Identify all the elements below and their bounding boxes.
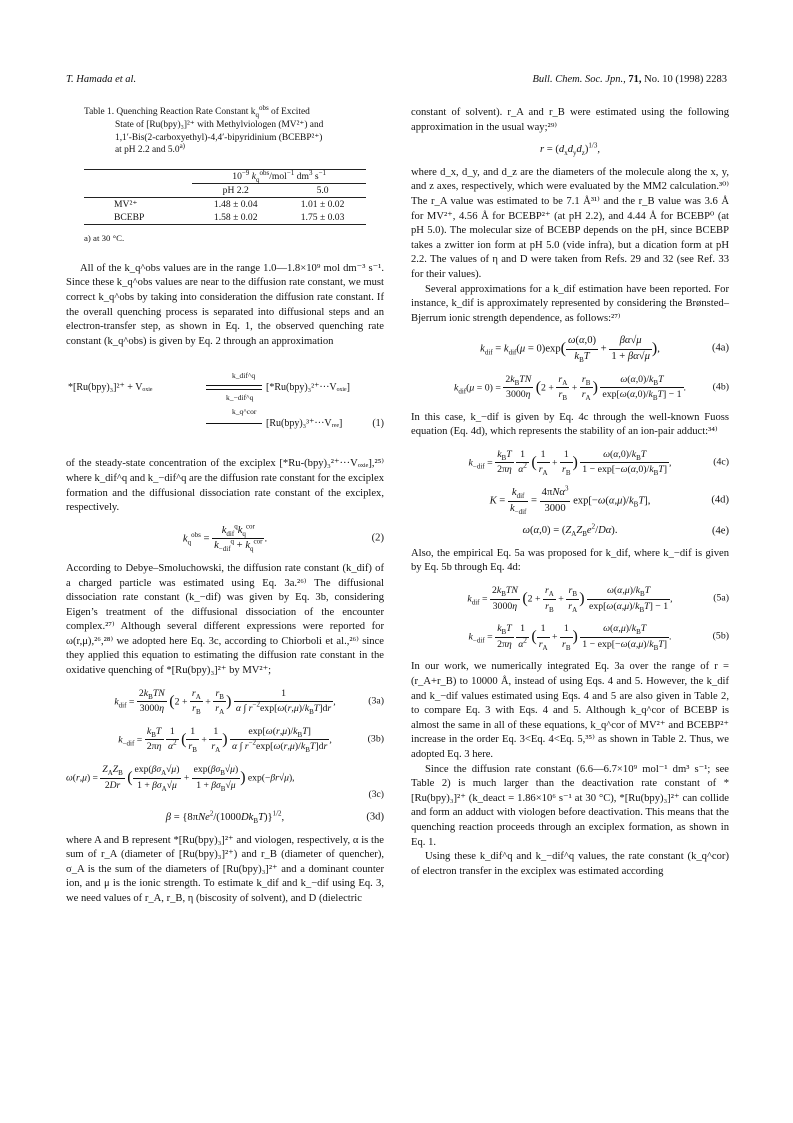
equation-4e: $\omega(\alpha,0) = (Z_AZ_Be^2/D\alpha)$. (4e) — [522, 522, 729, 539]
equation-2: $k_q^{obs}$ = $\frac{k_{dif}^qk_q^{cor}}{k_{-dif}^q + k_q^{cor}}$ . (2) — [182, 522, 384, 554]
table1-footnote: a) at 30 °C. — [84, 233, 125, 244]
paragraph: In our work, we numerically integrated Eq. 3a over the range of r = (r_A+r_B) to 10000 Å, instead of using Eqs. 4 and 5. However, the k_dif and k_−dif values estimated using Eqs. 4 and 5 are also given in Table 2, to compare Eq. 3 with Eqs. 4 and 5. Although k_q^cor of BCEBP is almost the same in all of these equations, k_q^cor of MV²⁺ and BCEBP²⁺ increase in the order Eq. 3<Eq. 4<Eq. 5,³⁵⁾ as shown in Table 2. Thus, we adopted Eq. 3 here. — [411, 661, 729, 760]
table-row: BCEBP 1.58 ± 0.02 1.75 ± 0.03 — [84, 211, 366, 225]
paragraph: Using these k_dif^q and k_−dif^q values, the rate constant (k_q^cor) of electron transfer in the exciplex was estimated according — [411, 851, 729, 877]
table-row: MV²⁺ 1.48 ± 0.04 1.01 ± 0.02 — [114, 199, 345, 211]
equation-5a: $k_{dif}$ = $\frac{2k_BTN}{3000\eta}$ (2 + $\frac{r_A}{r_B}$ + $\frac{r_B}{r_A}$ ) $\frac{\omega(\alpha,\mu)/k_BT}{\exp[\omega(\alpha,\mu)/k_BT] - 1}$ , (5a) — [467, 585, 729, 614]
equation-4b: $k_{dif}(\mu = 0)$ = $\frac{2k_BTN}{3000\eta}$ (2 + $\frac{r_A}{r_B}$ + $\frac{r_B}{r_A}$ ) $\frac{\omega(\alpha,0)/k_BT}{\exp[\omega(\alpha,0)/k_BT] - 1}$ . (4b) — [453, 373, 729, 403]
table1 — [84, 169, 366, 225]
equation-4c: $k_{-dif}$ = $\frac{k_BT}{2\pi\eta}$ $\frac{1}{\alpha^2}$ ( $\frac{1}{r_A}$ + $\frac{1}{r_B}$ ) $\frac{\omega(\alpha,0)/k_BT}{1 - \exp[-\omega(\alpha,0)/k_BT]}$ , (4c) — [468, 448, 729, 478]
paragraph: All of the k_q^obs values are in the range 1.0—1.8×10⁹ mol dm⁻³ s⁻¹. Since these k_q^obs values are near to the diffusion rate constant, we must correct k_q^obs by taking into consideration the diffusion rate constant. If the overall quenching process is separated into diffusional steps and an electron-transfer step, as shown in Eq. 1, the observed quenching rate constant (k_q^obs) is given by Eq. 2 through an approximation — [66, 262, 384, 347]
equation-r: $r = (d_xd_yd_z)^{1/3}$, — [539, 141, 601, 158]
table1-caption: Table 1. Quenching Reaction Rate Constant $k_q^{obs}$ of Excited State of [Ru(bpy)₃]²⁺ with Methylviologen (MV²⁺) and 1,1′-Bis(2-carboxyethyl)-4,4′-bipyridinium (BCEBP²⁺) at pH 2.2 and 5.0$^{a)}$ — [84, 103, 324, 156]
equation-5b: $k_{-dif}$ = $\frac{k_BT}{2\pi\eta}$ $\frac{1}{\alpha^2}$ ( $\frac{1}{r_A}$ + $\frac{1}{r_B}$ ) $\frac{\omega(\alpha,\mu)/k_BT}{1 - \exp[-\omega(\alpha,\mu)/k_BT]}$ . (5b) — [468, 623, 729, 652]
left-column — [66, 103, 384, 907]
paragraph: where d_x, d_y, and d_z are the diameters of the molecule along the x, y, and z axes, respectively, which were evaluated by the MM2 calculation.³⁰⁾ The r_A value was estimated to be 7.1 Å³¹⁾ and the r_B value was 3.6 Å for MV²⁺, 4.56 Å for BCEBP²⁺ (at pH 2.2), and 4.44 Å for BCEBP⁰ (at pH 5.0). The molecular size of BCEBP depends on the pH, since BCEBP takes a zwitter ion form at pH 5.0 (vide infra), but a dication form at pH 2.2. The values of η and D were taken from Refs. 29 and 32 (see Ref. 33 for their values). — [411, 166, 729, 280]
running-journal: Bull. Chem. Soc. Jpn., 71, No. 10 (1998) 2283 — [532, 74, 727, 85]
table1-unit-header: $10^{-9}$ $k_q^{obs}/mol^{-1}$ $dm^3$ $s^{-1}$ — [192, 170, 366, 184]
equation-3a: $k_{dif}$ = $\frac{2k_BTN}{3000\eta}$ (2 + $\frac{r_A}{r_B}$ + $\frac{r_B}{r_A}$ ) $\frac{1}{\alpha \int r^{-2}\exp[\omega(r,\mu)/k_BT]dr}$ , (3a) — [114, 687, 384, 717]
equation-3d: $\beta = \{8\pi Ne^2/(1000Dk_BT)\}^{1/2}$, (3d) — [165, 809, 384, 826]
equation-3c: ω(r,μ) = $\frac{Z_AZ_B}{2Dr}$ ( $\frac{\exp(\beta\sigma_A√\mu)}{1 + \beta\sigma_A√\mu}$ + $\frac{\exp(\beta\sigma_B√\mu)}{1 + \beta\sigma_B√\mu}$ ) exp(−βr√μ), (3c) — [66, 764, 384, 801]
paragraph: In this case, k_−dif is given by Eq. 4c through the well-known Fuoss equation (Eq. 4d), which represents the stability of an ion-pair adduct:³⁴⁾ — [411, 411, 729, 438]
equation-1-scheme: *[Ru(bpy)₃]²⁺ + Vₒₓᵢₑ k_dif^q k_−dif^q [*Ru(bpy)₃²⁺···Vₒₓᵢₑ] k_q^cor [Ru(bpy)₃³⁺···Vᵣₑₑ] (1) — [68, 371, 384, 430]
paragraph: Since the diffusion rate constant (6.6—6.7×10⁹ mol⁻¹ dm³ s⁻¹; see Table 2) is much larger than the deactivation rate constant of *[Ru(bpy)₃]²⁺ (k_deact = 1.86×10⁶ s⁻¹ at 30 °C), *[Ru(bpy)₃]²⁺ can collide and form an adduct with viologen before deactivation. This means that the quenching reaction proceeds through an exciplex formation, as shown in Eq. 1. — [411, 763, 729, 848]
paragraph: According to Debye–Smoluchowski, the diffusion rate constant (k_dif) of a charged particle was estimated using Eq. 3a.²⁶⁾ The diffusional dissociation rate constant (k_−dif) was given by Eq. 3b, considering Eigen’s treatment of the diffusional dissociation of the encounter complex.²⁷⁾ Although several different expressions were reported for ω(r,μ),²⁶,²⁸⁾ we adopted here Eq. 3c, according to Chiorboli et al.,²⁶⁾ since they applied this equation to estimating the diffusion rate constant in the oxidative quenching of *[Ru(bpy)₃]²⁺ by MV²⁺; — [66, 562, 384, 677]
paragraph: of the steady-state concentration of the exciplex [*Ru-(bpy)₃²⁺···Vₒₓᵢₑ],²⁵⁾ where k_dif^q and k_−dif^q are the diffusion rate constant for the exciplex formation and the diffusional dissociation rate constant of the exciplex, respectively. — [66, 458, 384, 514]
equation-4a: $k_{dif} = k_{dif}(\mu = 0)\exp$( $\frac{\omega(\alpha,0)}{k_BT}$ + $\frac{\beta\alpha√\mu}{1 + \beta\alpha√\mu}$ ), (4a) — [480, 335, 729, 365]
table1-col-ph22: pH 2.2 — [192, 184, 279, 198]
equation-4d: K = $\frac{k_{dif}}{k_{-dif}}$ = $\frac{4\pi N\alpha^3}{3000}$ $\exp[-\omega(\alpha,\mu)/k_BT]$, (4d) — [489, 484, 729, 516]
paragraph: Also, the empirical Eq. 5a was proposed for k_dif, where k_−dif is given by Eq. 5b through Eq. 4d: — [411, 547, 729, 574]
equation-3b: $k_{-dif}$ = $\frac{k_BT}{2\pi\eta}$ $\frac{1}{\alpha^2}$ ( $\frac{1}{r_B}$ + $\frac{1}{r_A}$ ) $\frac{\exp[\omega(r,\mu)/k_BT]}{\alpha \int r^{-2}\exp[\omega(r,\mu)/k_BT]dr}$ , (3b) — [118, 725, 384, 755]
right-column — [411, 106, 729, 879]
paragraph: where A and B represent *[Ru(bpy)₃]²⁺ and viologen, respectively, α is the sum of r_A (diameter of [Ru(bpy)₃]²⁺) and r_B (diameter of quencher), σ_A is the sum of the diameters of [Ru(bpy)₃]²⁺ and a dominant counter ion, and μ is the ionic strength. To estimate k_dif and k_−dif using Eq. 3, we need values of r_A, r_B, η (biscosity of solvent), and D (dielectric — [66, 834, 384, 904]
page-header — [66, 74, 727, 90]
paragraph: constant of solvent). r_A and r_B were estimated using the following approximation in the usual way;²⁹⁾ — [411, 107, 729, 133]
paragraph: Several approximations for a k_dif estimation have been reported. For instance, k_dif is approximately represented by considering the Brønsted–Bjerrum ionic strength dependence, as follows:²⁷⁾ — [411, 283, 729, 324]
running-authors: T. Hamada et al. — [66, 74, 137, 85]
table1-col-ph50: 5.0 — [279, 184, 366, 198]
